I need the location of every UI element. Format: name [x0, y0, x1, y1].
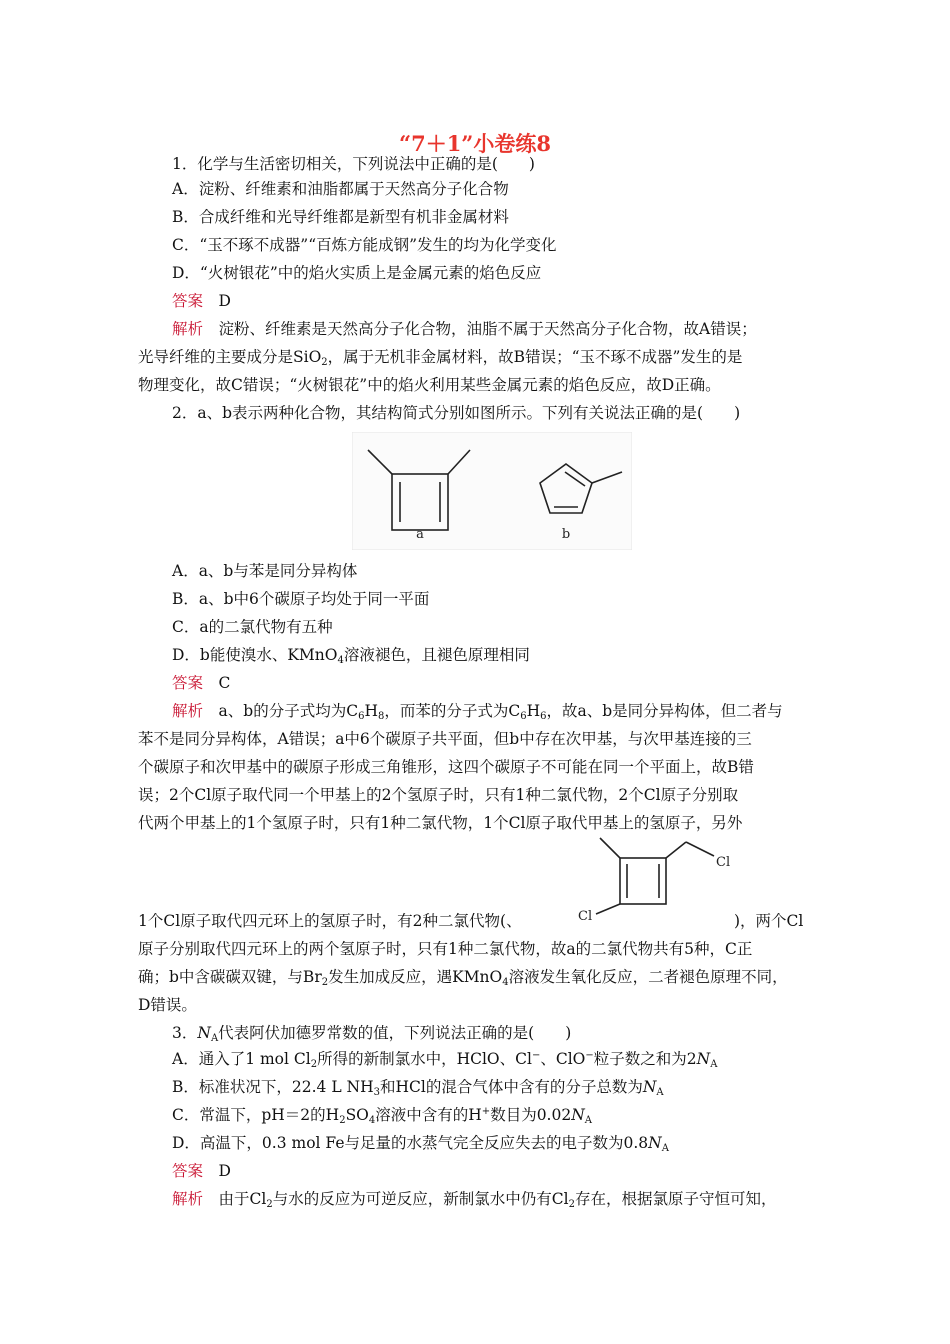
option-text: 、ClO: [540, 1050, 586, 1068]
q2-analysis-line-3: 个碳原子和次甲基中的碳原子形成三角锥形，这四个碳原子不可能在同一个平面上，故B错: [138, 758, 754, 776]
subscript: 2: [568, 1199, 575, 1210]
q2-analysis-line-1: [172, 700, 783, 722]
q2-analysis-line-2: 苯不是同分异构体，A错误；a中6个碳原子共平面，但b中存在次甲基，与次甲基连接的三: [138, 730, 752, 748]
q3-stem: [172, 1022, 571, 1044]
stem-text: 代表阿伏加德罗常数的值，下列说法正确的是( ): [218, 1024, 572, 1042]
page-title: “7＋1”小卷练8: [399, 131, 551, 156]
option-text: B．标准状况下，22.4 L NH: [172, 1078, 374, 1096]
q2-analysis-line-8: [138, 966, 788, 988]
q2-option-b: B．a、b中6个碳原子均处于同一平面: [172, 590, 430, 608]
q2-analysis-line-7: 原子分别取代四元环上的两个氢原子时，只有1种二氯代物，故a的二氯代物共有5种，C正: [138, 940, 753, 958]
subscript: A: [584, 1115, 592, 1126]
label-a: a: [416, 527, 424, 542]
dichloro-structure-figure: [576, 834, 736, 920]
dichloro-molecule: [596, 838, 714, 914]
cl-label: Cl: [716, 855, 731, 870]
subscript: A: [656, 1087, 664, 1098]
na-symbol: N: [696, 1050, 711, 1068]
q1-option-d: D．“火树银花”中的焰火实质上是金属元素的焰色反应: [172, 264, 542, 282]
analysis-text: ，故a、b是同分异构体，但二者与: [546, 702, 783, 720]
q2-answer: [172, 672, 230, 694]
answer-value: D: [218, 292, 231, 310]
analysis-text: 与水的反应为可逆反应，新制氯水中仍有Cl: [272, 1190, 569, 1208]
analysis-label: 解析: [172, 1190, 204, 1208]
subscript: 4: [337, 655, 344, 666]
q2-analysis-line-6: [138, 910, 522, 932]
subscript: 2: [310, 1059, 318, 1070]
answer-value: D: [218, 1162, 231, 1180]
q3-option-d: [172, 1132, 669, 1154]
analysis-text: 存在，根据氯原子守恒可知，: [574, 1190, 777, 1208]
analysis-text: 、: [506, 912, 522, 930]
subscript: 6: [358, 711, 365, 722]
subscript: 2: [266, 1199, 273, 1210]
answer-label: 答案: [172, 674, 204, 692]
q2-analysis-line-6-end: )，两个Cl: [734, 912, 804, 930]
q2-analysis-line-4: 误；2个Cl原子取代同一个甲基上的2个氢原子时，只有1种二氯代物，2个Cl原子分别取: [138, 786, 739, 804]
q3-option-c: [172, 1104, 592, 1126]
analysis-text: H: [364, 702, 378, 720]
option-text: 数目为0.02: [490, 1106, 572, 1124]
q1-option-c: C．“玉不琢不成器”“百炼方能成钢”发生的均为化学变化: [172, 236, 557, 254]
option-text: 溶液褪色，且褪色原理相同: [343, 646, 530, 664]
subscript: 4: [368, 1115, 376, 1126]
option-text: 和HCl的混合气体中含有的分子总数为: [380, 1078, 643, 1096]
option-text: A．通入了1 mol Cl: [172, 1050, 311, 1068]
q3-answer: [172, 1160, 231, 1182]
analysis-text: 1个Cl原子取代四元环上的氢原子时，有2种二氯代物(: [138, 912, 507, 930]
q1-answer: [172, 290, 231, 312]
analysis-text: 溶液发生氧化反应，二者褪色原理不同，: [508, 968, 788, 986]
subscript: 6: [540, 711, 547, 722]
superscript: +: [481, 1106, 491, 1117]
option-text: 所得的新制氯水中，HClO、Cl: [317, 1050, 532, 1068]
q1-analysis-line-2: [138, 346, 742, 368]
label-b: b: [561, 527, 571, 542]
q3-analysis-line-1: [172, 1188, 776, 1210]
q1-analysis-line-3: 物理变化，故C错误；“火树银花”中的焰火利用某些金属元素的焰色反应，故D正确。: [138, 376, 721, 394]
q2-stem: 2．a、b表示两种化合物，其结构简式分别如图所示。下列有关说法正确的是( ): [172, 404, 741, 422]
subscript: A: [661, 1143, 669, 1154]
q2-option-c: C．a的二氯代物有五种: [172, 618, 333, 636]
option-text: 粒子数之和为2: [593, 1050, 697, 1068]
analysis-text: 光导纤维的主要成分是SiO: [138, 348, 322, 366]
subscript: 4: [502, 977, 509, 988]
analysis-text: H: [526, 702, 541, 720]
question-number: 3．: [172, 1024, 198, 1042]
q2-option-d: [172, 644, 530, 666]
q3-option-b: [172, 1076, 664, 1098]
q1-option-a: A．淀粉、纤维素和油脂都属于天然高分子化合物: [172, 180, 509, 198]
subscript: A: [710, 1059, 718, 1070]
subscript: 2: [321, 977, 329, 988]
superscript: −: [531, 1050, 541, 1061]
q1-option-b: B．合成纤维和光导纤维都是新型有机非金属材料: [172, 208, 509, 226]
na-symbol: N: [197, 1024, 211, 1042]
option-text: 溶液中含有的H: [375, 1106, 482, 1124]
q1-analysis-line-1: [172, 318, 757, 340]
analysis-text: 确；b中含碳碳双键，与Br: [138, 968, 322, 986]
subscript: A: [210, 1033, 219, 1044]
analysis-label: 解析: [172, 320, 204, 338]
answer-value: C: [218, 674, 231, 692]
analysis-text: ，而苯的分子式为C: [384, 702, 521, 720]
q3-option-a: [172, 1048, 717, 1070]
analysis-text: 由于Cl: [218, 1190, 267, 1208]
option-text: SO: [345, 1106, 369, 1124]
q2-analysis-line-9: D错误。: [138, 996, 197, 1014]
option-text: D．高温下，0.3 mol Fe与足量的水蒸气完全反应失去的电子数为0.8: [172, 1134, 649, 1152]
option-text: D．b能使溴水、KMnO: [172, 646, 338, 664]
analysis-text: 发生加成反应，遇KMnO: [328, 968, 503, 986]
analysis-text: a、b的分子式均为C: [218, 702, 359, 720]
cl-label: Cl: [578, 909, 593, 920]
na-symbol: N: [642, 1078, 657, 1096]
answer-label: 答案: [172, 1162, 204, 1180]
superscript: −: [585, 1050, 594, 1061]
subscript: 6: [520, 711, 527, 722]
q1-stem: 1．化学与生活密切相关，下列说法中正确的是( ): [172, 155, 535, 173]
q2-analysis-line-5: 代两个甲基上的1个氢原子时，只有1种二氯代物，1个Cl原子取代甲基上的氢原子，另外: [138, 814, 743, 832]
analysis-text: 淀粉、纤维素是天然高分子化合物，油脂不属于天然高分子化合物，故A错误；: [218, 320, 757, 338]
q2-option-a: A．a、b与苯是同分异构体: [172, 562, 358, 580]
option-text: C．常温下，pH＝2的H: [172, 1106, 340, 1124]
answer-label: 答案: [172, 292, 204, 310]
analysis-text: ，属于无机非金属材料，故B错误；“玉不琢不成器”发生的是: [327, 348, 743, 366]
subscript: 2: [321, 357, 328, 368]
analysis-label: 解析: [172, 702, 204, 720]
na-symbol: N: [648, 1134, 662, 1152]
subscript: 8: [377, 711, 385, 722]
subscript: 2: [339, 1115, 346, 1126]
q2-structure-figure: [352, 432, 632, 550]
subscript: 3: [373, 1087, 381, 1098]
na-symbol: N: [571, 1106, 585, 1124]
